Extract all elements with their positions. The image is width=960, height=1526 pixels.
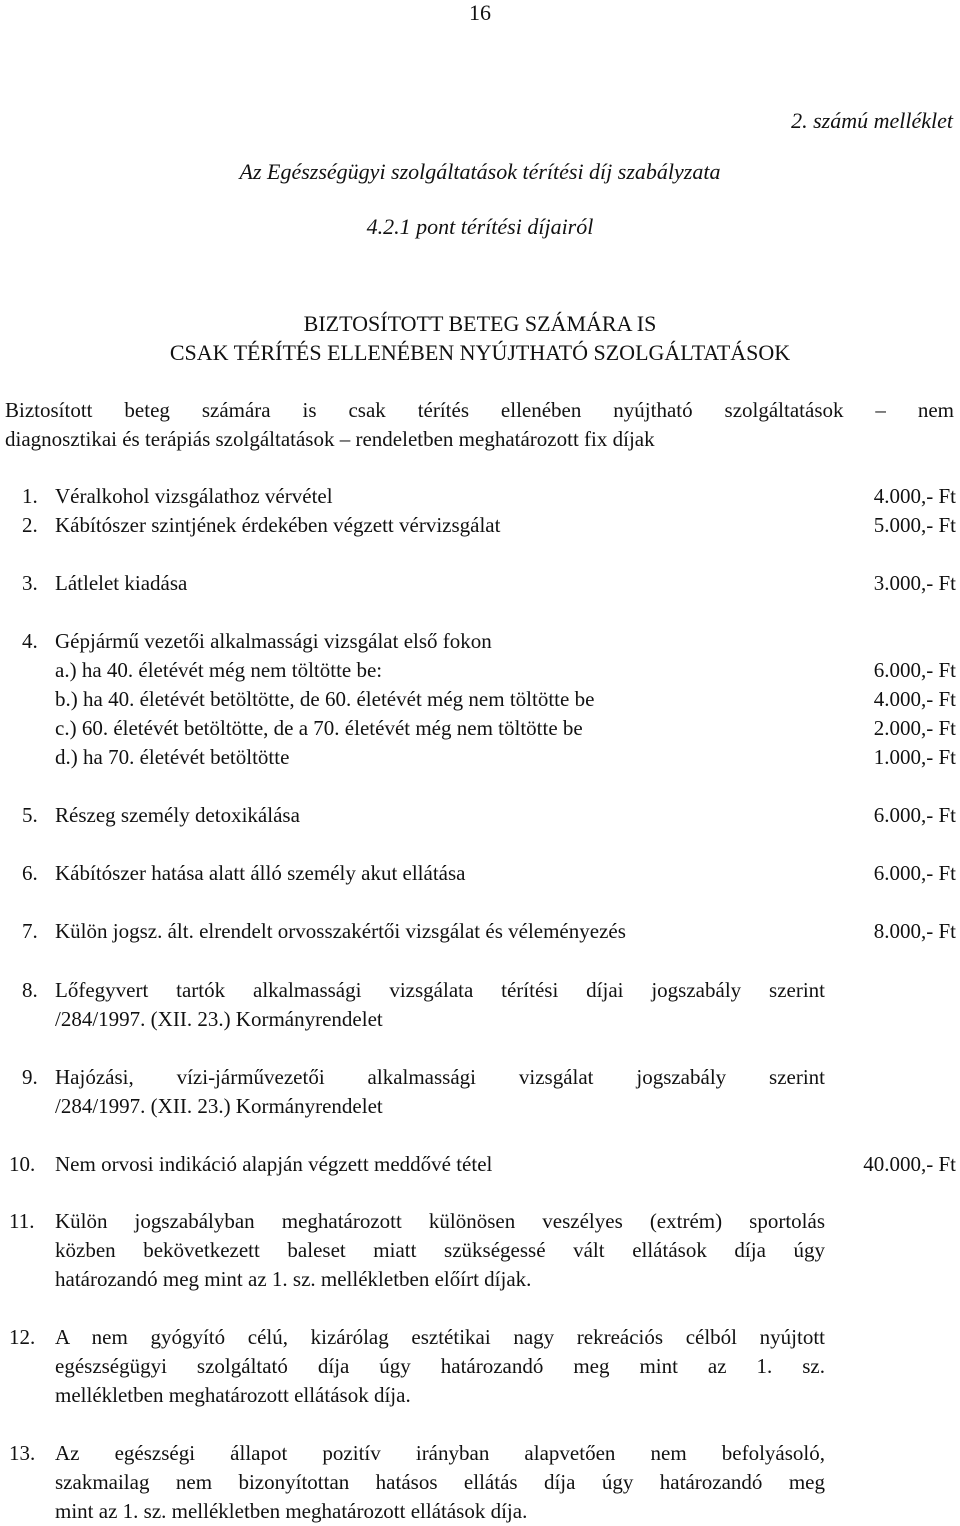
item-price: 6.000,- Ft	[873, 803, 956, 827]
item-paragraph	[55, 1207, 825, 1294]
section-heading-line-1: BIZTOSÍTOTT BETEG SZÁMÁRA IS	[303, 311, 657, 336]
item-line: Külön jogszabályban meghatározott különösen veszélyes (extrém) sportolás	[55, 1209, 825, 1233]
item-text: Látlelet kiadása	[55, 571, 188, 595]
page-number: 16	[469, 0, 491, 25]
sub-item-text: d.) ha 70. életévét betöltötte	[55, 745, 290, 769]
sub-item-text: b.) ha 40. életévét betöltötte, de 60. életévét még nem töltötte be	[55, 687, 595, 711]
item-line: közben bekövetkezett baleset miatt szükségessé vált ellátások díja úgy	[55, 1238, 825, 1262]
item-number: 8.	[22, 978, 38, 1002]
item-number: 4.	[22, 629, 38, 653]
item-line: egészségügyi szolgáltató díja úgy határozandó meg mint az 1. sz.	[55, 1354, 825, 1378]
sub-item-price: 4.000,- Ft	[873, 687, 956, 711]
item-number: 5.	[22, 803, 38, 827]
item-text: Külön jogsz. ált. elrendelt orvosszakértői vizsgálat és véleményezés	[55, 919, 626, 943]
item-line: mellékletben meghatározott ellátások díja.	[55, 1383, 411, 1407]
item-paragraph	[55, 1439, 825, 1526]
item-paragraph	[55, 1063, 825, 1121]
item-line: mint az 1. sz. mellékletben meghatározott ellátások díja.	[55, 1499, 528, 1523]
intro-paragraph	[5, 396, 954, 454]
item-line: A nem gyógyító célú, kizárólag esztétikai nagy rekreációs célból nyújtott	[55, 1325, 825, 1349]
item-price: 3.000,- Ft	[873, 571, 956, 595]
item-line: határozandó meg mint az 1. sz. mellékletben előírt díjak.	[55, 1267, 532, 1291]
item-text: Nem orvosi indikáció alapján végzett meddővé tétel	[55, 1152, 493, 1176]
item-text: Kábítószer hatása alatt álló személy akut ellátása	[55, 861, 466, 885]
item-paragraph	[55, 1323, 825, 1410]
item-price: 40.000,- Ft	[863, 1152, 956, 1176]
annex-label: 2. számú melléklet	[791, 108, 953, 133]
item-text: Részeg személy detoxikálása	[55, 803, 300, 827]
document-title: Az Egészségügyi szolgáltatások térítési díj szabályzata	[239, 159, 721, 184]
item-number: 11.	[9, 1209, 35, 1233]
item-price: 5.000,- Ft	[873, 513, 956, 537]
item-number: 3.	[22, 571, 38, 595]
item-price: 6.000,- Ft	[873, 861, 956, 885]
item-number: 9.	[22, 1065, 38, 1089]
item-number: 12.	[9, 1325, 36, 1349]
sub-item-text: c.) 60. életévét betöltötte, de a 70. életévét még nem töltötte be	[55, 716, 583, 740]
item-paragraph	[55, 976, 825, 1034]
sub-item-price: 2.000,- Ft	[873, 716, 956, 740]
intro-line-1: Biztosított beteg számára is csak térítés ellenében nyújtható szolgáltatások – nem	[5, 398, 954, 422]
item-price: 4.000,- Ft	[873, 484, 956, 508]
item-text: Gépjármű vezetői alkalmassági vizsgálat első fokon	[55, 629, 492, 653]
sub-item-price: 1.000,- Ft	[873, 745, 956, 769]
item-line: Hajózási, vízi-járművezetői alkalmassági vizsgálat jogszabály szerint	[55, 1065, 825, 1089]
item-number: 6.	[22, 861, 38, 885]
item-text: Véralkohol vizsgálathoz vérvétel	[55, 484, 333, 508]
section-heading-line-2: CSAK TÉRÍTÉS ELLENÉBEN NYÚJTHATÓ SZOLGÁLTATÁSOK	[169, 340, 791, 365]
item-line: Lőfegyvert tartók alkalmassági vizsgálata térítési díjai jogszabály szerint	[55, 978, 825, 1002]
item-number: 13.	[9, 1441, 36, 1465]
document-subtitle: 4.2.1 pont térítési díjairól	[366, 214, 594, 239]
item-number: 7.	[22, 919, 38, 943]
item-text: Kábítószer szintjének érdekében végzett vérvizsgálat	[55, 513, 501, 537]
item-line: /284/1997. (XII. 23.) Kormányrendelet	[55, 1007, 383, 1031]
item-line: /284/1997. (XII. 23.) Kormányrendelet	[55, 1094, 383, 1118]
item-price: 8.000,- Ft	[873, 919, 956, 943]
item-line: szakmailag nem bizonyítottan hatásos ellátás díja úgy határozandó meg	[55, 1470, 825, 1494]
item-number: 1.	[22, 484, 38, 508]
item-line: Az egészségi állapot pozitív irányban alapvetően nem befolyásoló,	[55, 1441, 825, 1465]
sub-item-price: 6.000,- Ft	[873, 658, 956, 682]
item-number: 2.	[22, 513, 38, 537]
intro-line-2: diagnosztikai és terápiás szolgáltatások – rendeletben meghatározott fix díjak	[5, 427, 655, 451]
sub-item-text: a.) ha 40. életévét még nem töltötte be:	[55, 658, 383, 682]
item-number: 10.	[9, 1152, 36, 1176]
